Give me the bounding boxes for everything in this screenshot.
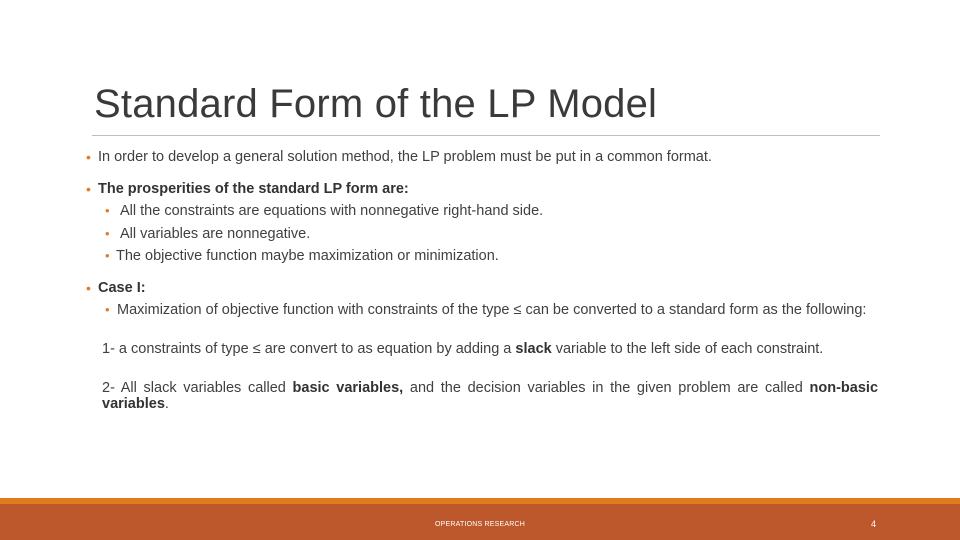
step-2-bold-basic: basic variables,	[292, 380, 404, 396]
slide-title: Standard Form of the LP Model	[94, 82, 658, 126]
footer-bar	[0, 504, 960, 540]
sub-bullet-marker: •	[105, 203, 110, 218]
step-1-text: 1- a constraints of type ≤ are convert to as equation by adding a	[102, 341, 516, 357]
step-2-bold-nonbasic: non-basic variables	[102, 380, 879, 412]
bullet-properties-heading: The prosperities of the standard LP form are:	[98, 181, 409, 197]
bullet-intro: In order to develop a general solution method, the LP problem must be put in a common format.	[98, 149, 712, 165]
property-objective: The objective function maybe maximization or minimization.	[116, 248, 499, 264]
sub-bullet-marker: •	[105, 226, 110, 241]
case-description: Maximization of objective function with constraints of the type ≤ can be converted to a standard form as the following:	[117, 302, 867, 318]
bullet-marker: •	[86, 181, 91, 197]
step-2-text: 2- All slack variables called	[102, 380, 293, 396]
case-heading: Case I:	[98, 280, 146, 296]
step-2-text-end: .	[164, 396, 169, 412]
bullet-marker: •	[86, 149, 91, 165]
step-1-text-end: variable to the left side of each constraint.	[551, 341, 824, 357]
sub-bullet-marker: •	[105, 248, 110, 263]
bullet-marker: •	[86, 280, 91, 296]
step-1-bold: slack	[515, 341, 552, 357]
page-number: 4	[870, 519, 876, 529]
step-2-text-mid: and the decision variables in the given problem are called	[403, 380, 810, 396]
step-2	[102, 380, 878, 412]
property-variables: All variables are nonnegative.	[120, 226, 311, 242]
footer-title: OPERATIONS RESEARCH	[434, 521, 526, 528]
step-1	[102, 341, 878, 357]
property-constraints: All the constraints are equations with nonnegative right-hand side.	[120, 203, 544, 219]
sub-bullet-marker: •	[105, 302, 110, 317]
